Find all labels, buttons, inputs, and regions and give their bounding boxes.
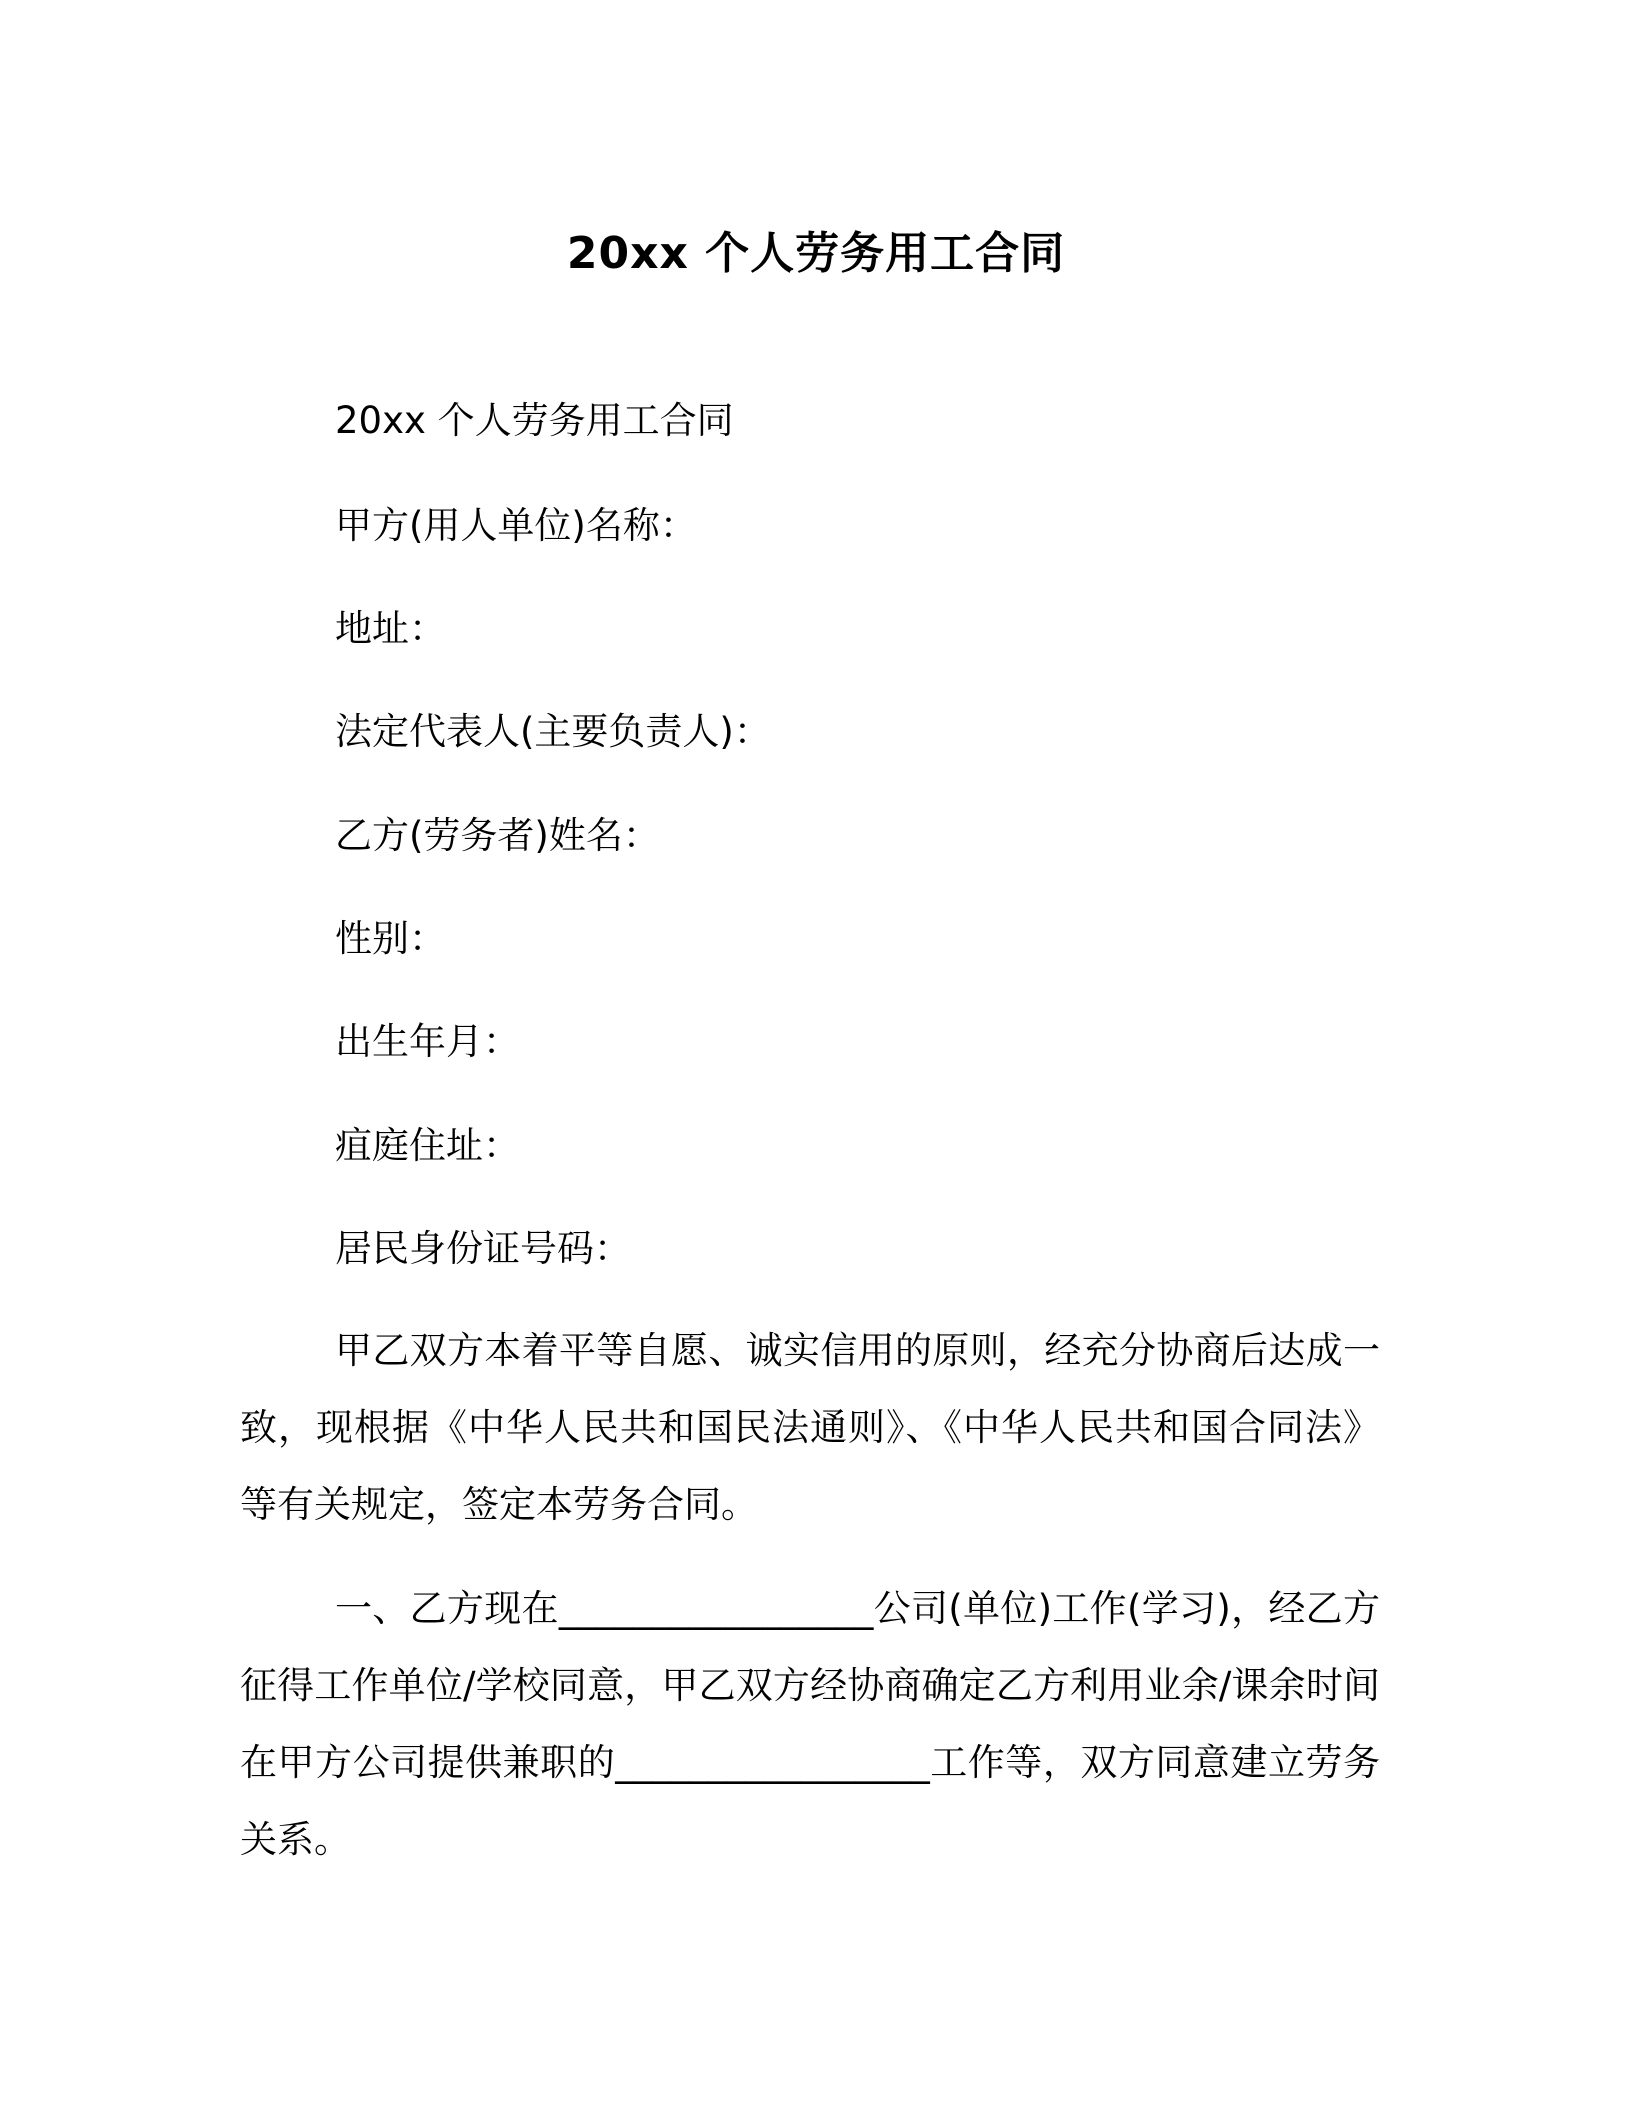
document-title: 20xx 个人劳务用工合同 <box>566 228 1066 279</box>
field-party-b-name: 乙方(劳务者)姓名： <box>335 814 660 857</box>
field-home-address: 疽庭住址： <box>335 1124 520 1167</box>
paragraph-preamble: 甲乙双方本着平等自愿、诚实信用的原则，经充分协商后达成一致，现根据《中华人民共和国民法通则》、《中华人民共和国合同法》等有关规定，签定本劳务合同。 <box>240 1329 1380 1526</box>
document-subtitle: 20xx 个人劳务用工合同 <box>335 399 734 442</box>
field-address: 地址： <box>335 607 446 650</box>
field-legal-representative: 法定代表人(主要负责人)： <box>335 710 771 753</box>
paragraph-clause-1: 一、乙方现在_________________公司(单位)工作(学习)，经乙方征得工作单位/学校同意，甲乙双方经协商确定乙方利用业余/课余时间在甲方公司提供兼职的_________________工作等，双方同意建立劳务关系。 <box>240 1587 1380 1861</box>
field-gender: 性别： <box>335 917 446 960</box>
field-id-number: 居民身份证号码： <box>335 1227 631 1270</box>
field-birth-date: 出生年月： <box>335 1020 520 1063</box>
field-party-a-name: 甲方(用人单位)名称： <box>335 504 697 547</box>
